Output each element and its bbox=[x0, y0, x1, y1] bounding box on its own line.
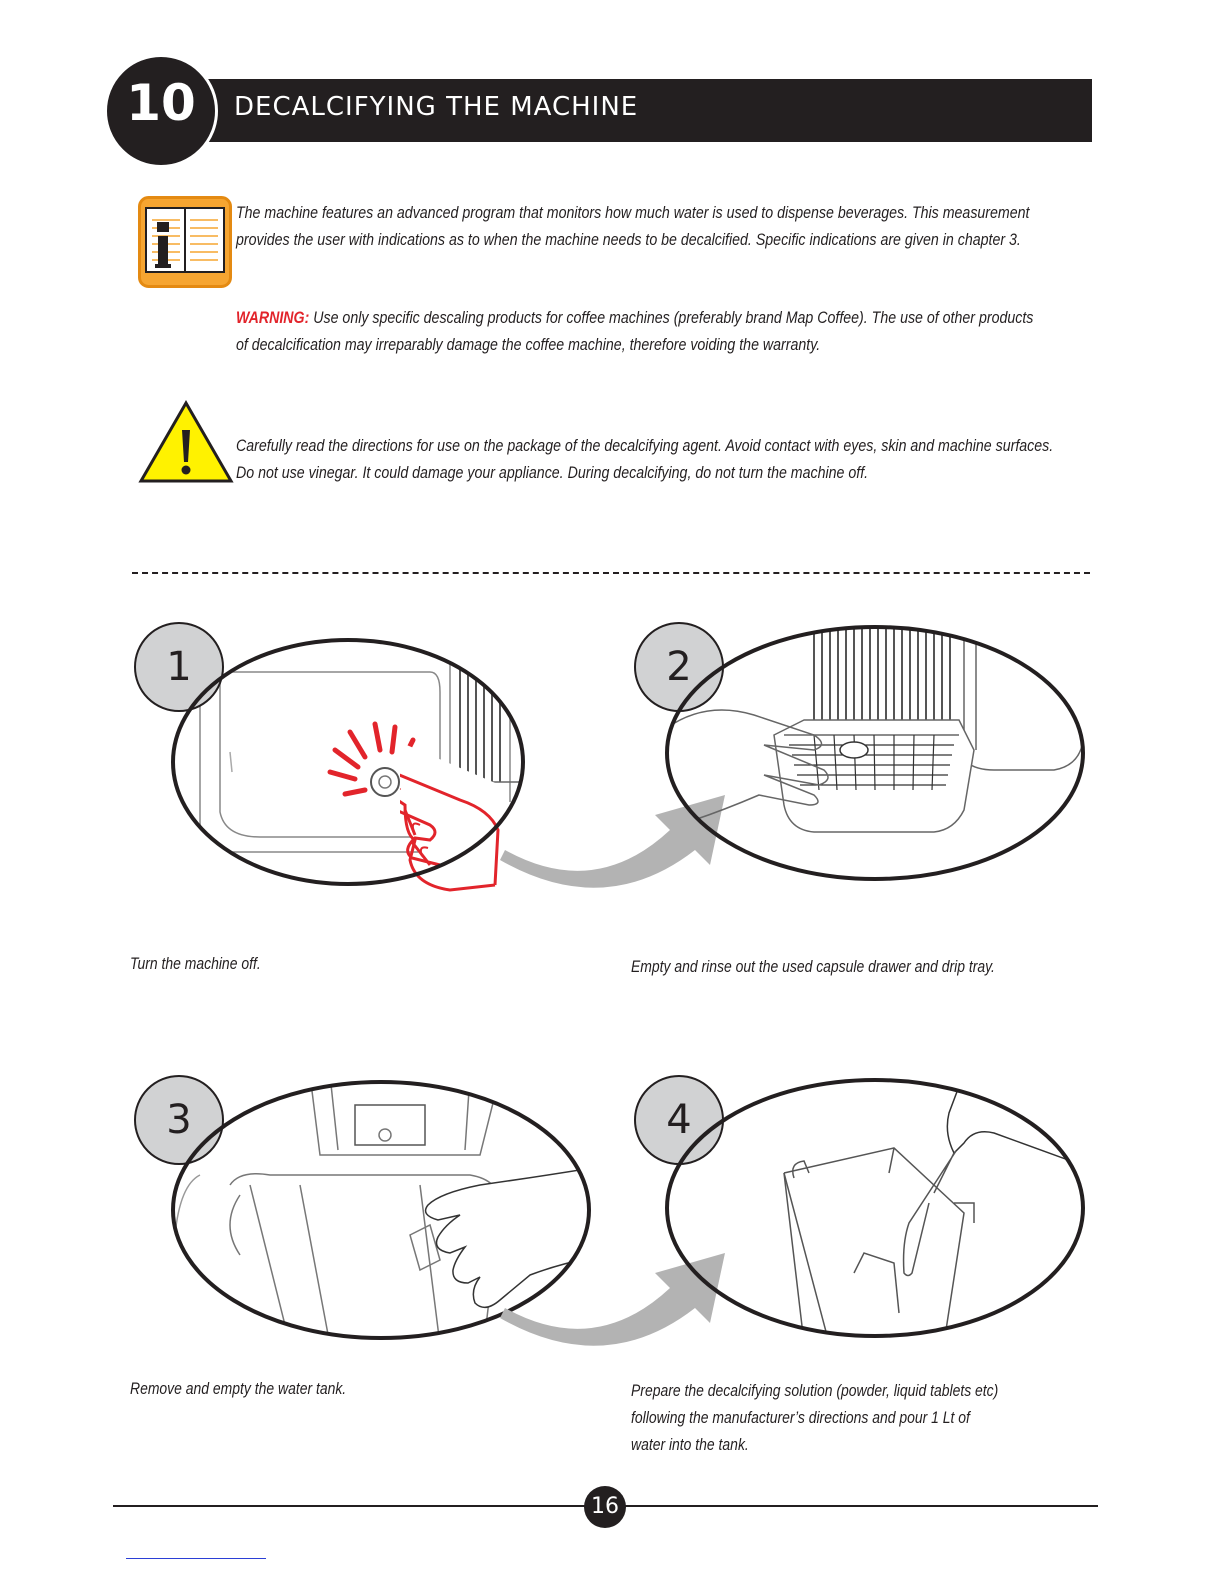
step-4-caption-line-1: Prepare the decalcifying solution (powder, liquid tablets etc) bbox=[631, 1381, 999, 1400]
footer-link-underline bbox=[126, 1558, 266, 1559]
step-2-caption: Empty and rinse out the used capsule drawer and drip tray. bbox=[631, 957, 995, 976]
step-1-caption: Turn the machine off. bbox=[130, 954, 261, 973]
section-title: DECALCIFYING THE MACHINE bbox=[234, 92, 639, 122]
step-4-number: 4 bbox=[634, 1075, 724, 1165]
step-2-number: 2 bbox=[634, 622, 724, 712]
page-number: 16 bbox=[584, 1486, 626, 1528]
info-line-1: The machine features an advanced program that monitors how much water is used to dispense beverages. This measurement bbox=[236, 204, 1030, 222]
info-line-2: provides the user with indications as to when the machine needs to be decalcified. Specific indications are given in chapter 3. bbox=[236, 231, 1021, 249]
step-3-caption: Remove and empty the water tank. bbox=[130, 1379, 347, 1398]
warning-text: Use only specific descaling products for coffee machines (preferably brand Map Coffee). The use of other products bbox=[309, 309, 1034, 327]
step-4-illustration bbox=[664, 1073, 1088, 1343]
warning-triangle-icon bbox=[138, 400, 234, 484]
warning-line-2: of decalcification may irreparably damage the coffee machine, therefore voiding the warranty. bbox=[236, 336, 821, 354]
section-number: 10 bbox=[126, 74, 196, 132]
step-4-caption-line-3: water into the tank. bbox=[631, 1435, 749, 1454]
step-3-number: 3 bbox=[134, 1075, 224, 1165]
caution-line-1: Carefully read the directions for use on the package of the decalcifying agent. Avoid contact with eyes, skin and machine surfaces. bbox=[236, 437, 1054, 455]
warning-label: WARNING: bbox=[236, 309, 310, 327]
step-1-number: 1 bbox=[134, 622, 224, 712]
step-2-illustration bbox=[664, 620, 1088, 890]
dashed-divider bbox=[132, 572, 1090, 574]
caution-line-2: Do not use vinegar. It could damage your appliance. During decalcifying, do not turn the machine off. bbox=[236, 464, 869, 482]
info-book-icon bbox=[138, 196, 232, 288]
warning-line-1 bbox=[236, 305, 1033, 332]
step-4-caption-line-2: following the manufacturer’s directions and pour 1 Lt of bbox=[631, 1408, 970, 1427]
